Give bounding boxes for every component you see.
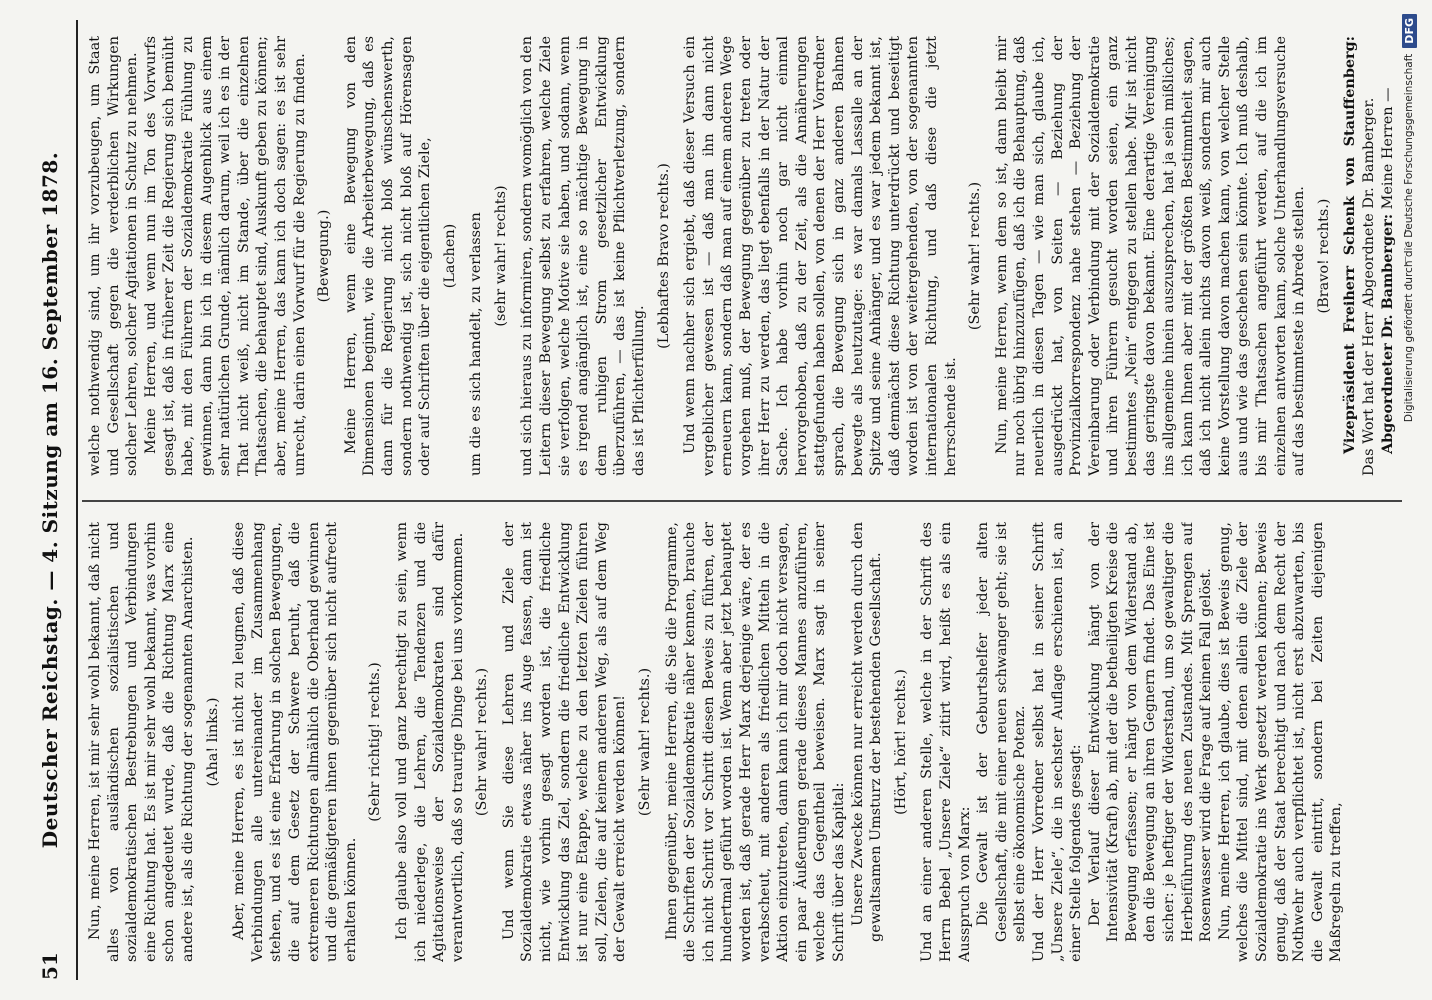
interjection: (Aha! links.) [204,697,221,787]
speaker-paragraph [1341,36,1378,476]
header-rule [76,20,78,980]
speaker-text: Meine Herren — [1379,87,1396,214]
paragraph-continuation: und sich hieraus zu informiren, sondern womöglich von den Leitern dieser Bewegung selbst zu erfahren, welche Ziele sie verfolgen, welche Motive sie haben, und sodann, wenn es irgend angänglich ist, eine so mächtige Bewegung in dem ruhigen Strom gesetzlicher Entwicklung überzuführen, — das ist keine Pflichtverletzung, sondern das ist Pflichterfüllung. [519,36,648,476]
interjection: (Bewegung.) [316,209,333,303]
paragraph: Nun, meine Herren, ich glaube, dies ist Beweis genug, welches die Mittel sind, mit denen allein die Ziele der Sozialdemokratie ins Werk gesetzt werden können; Beweis genug, daß der Staat berechtigt und nach dem Recht der Nothwehr auch verpflichtet ist, nicht erst abzuwarten, bis die Gewalt eintritt, sondern bei Zeiten diejenigen Maßregeln zu treffen, [1216,522,1345,962]
interjection: (Sehr richtig! rechts.) [367,662,384,822]
paragraph: Nun, meine Herren, ist mir sehr wohl bekannt, daß nicht alles von ausländischen sozialistischen und sozialdemokratischen Bestrebungen und Verbindungen eine Richtung hat. Es ist mir sehr wohl bekannt, was vorhin schon angedeutet wurde, daß die Richtung Marx eine andere ist, als die Richtung der sogenannten Anarchisten. [87,522,196,962]
quotation: Die Gewalt ist der Geburtshelfer jeder alten Gesellschaft, die mit einer neuen schwanger geht; sie ist selbst eine ökonomische Potenz. [975,522,1029,942]
running-title: Deutscher Reichstag. — 4. Sitzung am 16. September 1878. [38,151,62,849]
paragraph: Aber, meine Herren, es ist nicht zu leugnen, daß diese Verbindungen alle untereinander im Zusammenhang stehen, und es ist eine Erfahrung in solchen Bewegungen, die auf dem Gesetz der Schwere beruht, daß die extremeren Richtungen allmählich die Oberhand gewinnen und die gemäßigteren ihnen gegenüber sich nicht aufrecht erhalten können. [231,522,359,962]
paragraph: Ich glaube also voll und ganz berechtigt zu sein, wenn ich niederlege, die Lehren, die Tendenzen und die Agitationsweise der Sozialdemokraten sind dafür verantwortlich, daß so traurige Dinge bei uns vorkommen. [393,522,466,962]
quotation: Der Verlauf dieser Entwicklung hängt von der Intensivität (Kraft) ab, mit der die betheiligten Kreise die Bewegung erfassen; er hängt von dem Widerstand ab, den die Bewegung an ihren Gegnern findet. Das Eine ist sicher: je heftiger der Widerstand, um so gewaltiger die Herbeiführung des neuen Zustandes. Mit Sprengen auf Rosenwasser wird die Frage auf keinen Fall gelöst. [1086,522,1215,942]
interjection: (Sehr wahr! rechts.) [967,181,984,331]
interjection: (Lachen) [441,223,458,289]
credit-text: Digitalisierung gefördert durch die Deutsche Forschungsgemeinschaft [1403,53,1415,423]
interjection: (Bravo! rechts.) [1315,198,1332,314]
digitization-credit [1398,14,1420,984]
quotation: Unsere Zwecke können nur erreicht werden durch den gewaltsamen Umsturz der bestehenden Gesellschaft. [849,522,885,942]
paragraph: Und wenn Sie diese Lehren und Ziele der Sozialdemokratie etwas näher ins Auge fassen, dann ist nicht, wie vorhin gesagt worden ist, die friedliche Entwicklung das Ziel, sondern die friedliche Entwicklung ist nur eine Etappe, welche zu den letzten Zielen führen soll, Zielen, die auf keinem anderen Weg, als auf dem Weg der Gewalt erreicht werden können! [500,522,629,962]
paragraph: Meine Herren, wenn eine Bewegung von den Dimensionen beginnt, wie die Arbeiterbewegung, daß es dann für die Regierung nicht bloß wünschenswerth, sondern nothwendig ist, sich nicht bloß auf Hörensagen oder auf Schriften über die eigentlichen Ziele, [342,36,434,476]
page-number: 51 [38,952,62,980]
speaker-text: Das Wort hat der Herr Abgeordnete Dr. Bamberger. [1361,97,1377,476]
right-column [86,36,1406,476]
speaker-paragraph [1379,36,1398,476]
paragraph: Ihnen gegenüber, meine Herren, die Sie die Programme, die Schriften der Sozialdemokratie näher kennen, brauche ich nicht Schritt vor Schritt diesen Beweis zu führen, der hundertmal geführt worden ist. Wenn aber jetzt behauptet worden ist, daß gerade Herr Marx derjenige wäre, der es verabscheut, mit anderen als friedlichen Mitteln in die Aktion einzutreten, dann kann ich mir doch nicht versagen, ein paar Äußerungen gerade dieses Mannes anzuführen, welche das Gegentheil beweisen. Marx sagt in seiner Schrift über das Kapital: [663,522,847,962]
page-header [30,20,70,980]
paragraph-continuation: Und an einer anderen Stelle, welche in der Schrift des Herrn Bebel „Unsere Ziele“ zitirt wird, heißt es als ein Ausspruch von Marx: [919,522,973,962]
interjection: (Hört, hört! rechts.) [892,669,909,815]
dfg-logo: DFG [1402,14,1417,48]
paragraph-continuation: um die es sich handelt, zu verlassen [468,212,485,476]
paragraph-continuation: Und der Herr Vorredner selbst hat in seiner Schrift „Unsere Ziele“, die in sechster Auflage erschienen ist, an einer Stelle folgendes gesagt: [1030,522,1085,962]
paragraph: Und wenn nachher sich ergiebt, daß dieser Versuch ein vergeblicher gewesen ist — daß man ihn dann nicht erneuern kann, sondern daß man auf einem anderen Wege vorgehen muß, der Bewegung gegenüber zu treten oder ihrer Herr zu werden, das liegt ebenfalls in der Natur der Sache. Ich habe vorhin noch gar nicht einmal hervorgehoben, daß zu der Zeit, als die Annäherungen stattgefunden haben sollen, von denen der Herr Vorredner sprach, die Bewegung sich in ganz anderen Bahnen bewegte als heutzutage: es war damals Lassalle an der Spitze und seine Anhänger, und es war jedem bekannt ist, daß demnächst diese Richtung unterdrückt und beseitigt worden ist von der weitergehenden, von der sogenannten internationalen Richtung, und daß diese die jetzt herrschende ist. [682,36,959,476]
speaker-name: Vizepräsident Freiherr Schenk von Stauffenberg: [1341,36,1359,454]
speaker-name: Abgeordneter Dr. Bamberger: [1378,213,1396,454]
interjection: (Sehr wahr! rechts.) [474,667,491,817]
interjection: (Sehr wahr! rechts.) [637,667,654,817]
column-divider [82,500,1402,502]
interjection: (Lebhaftes Bravo rechts.) [655,163,672,349]
left-column [86,522,1406,962]
paragraph-continuation: welche nothwendig sind, um ihr vorzubeugen, um Staat und Gesellschaft gegen die verderblichen Wirkungen solcher Lehren, solcher Agitationen in Schutz zu nehmen. [87,36,141,476]
paragraph: Meine Herren, und wenn nun im Ton des Vorwurfs gesagt ist, daß in früherer Zeit die Regierung sich bemüht habe, mit den Führern der Sozialdemokratie Fühlung zu gewinnen, dann bin ich in diesem Augenblick aus einem sehr natürlichen Grunde, nämlich darum, weil ich es in der That nicht weiß, nicht im Stande, über die einzelnen Thatsachen, die behauptet sind, Auskunft geben zu können; aber, meine Herren, das kann ich doch sagen: es ist sehr unrecht, darin einen Vorwurf für die Regierung zu finden. [142,36,308,476]
interjection: (sehr wahr! rechts) [492,185,509,327]
paragraph: Nun, meine Herren, wenn dem so ist, dann bleibt mir nur noch übrig hinzuzufügen, daß ich die Behauptung, daß neuerlich in diesen Tagen — wie man sich, glaube ich, ausgedrückt hat, von Seiten — Beziehung der Provinzialkorrespondenz nahe stehen — Beziehung der Vereinbarung oder Verbindung mit der Sozialdemokratie und ihren Führern gesucht worden seien, ein ganz bestimmtes „Nein“ entgegen zu stellen habe. Mir ist nicht das geringste davon bekannt. Eine derartige Vereinigung ins allgemeine hinein auszusprechen, hat ja sein mißliches; ich kann Ihnen aber mit der größten Bestimmtheit sagen, daß ich nicht allein nichts davon weiß, sondern mir auch keine Vorstellung davon machen kann, von welcher Stelle aus und wie das geschehen sein könnte. Ich muß deshalb, bis mir Thatsachen angeführt werden, auf die ich im einzelnen antworten kann, solche Unterhandlungsversuche auf das bestimmteste in Abrede stellen. [993,36,1308,476]
